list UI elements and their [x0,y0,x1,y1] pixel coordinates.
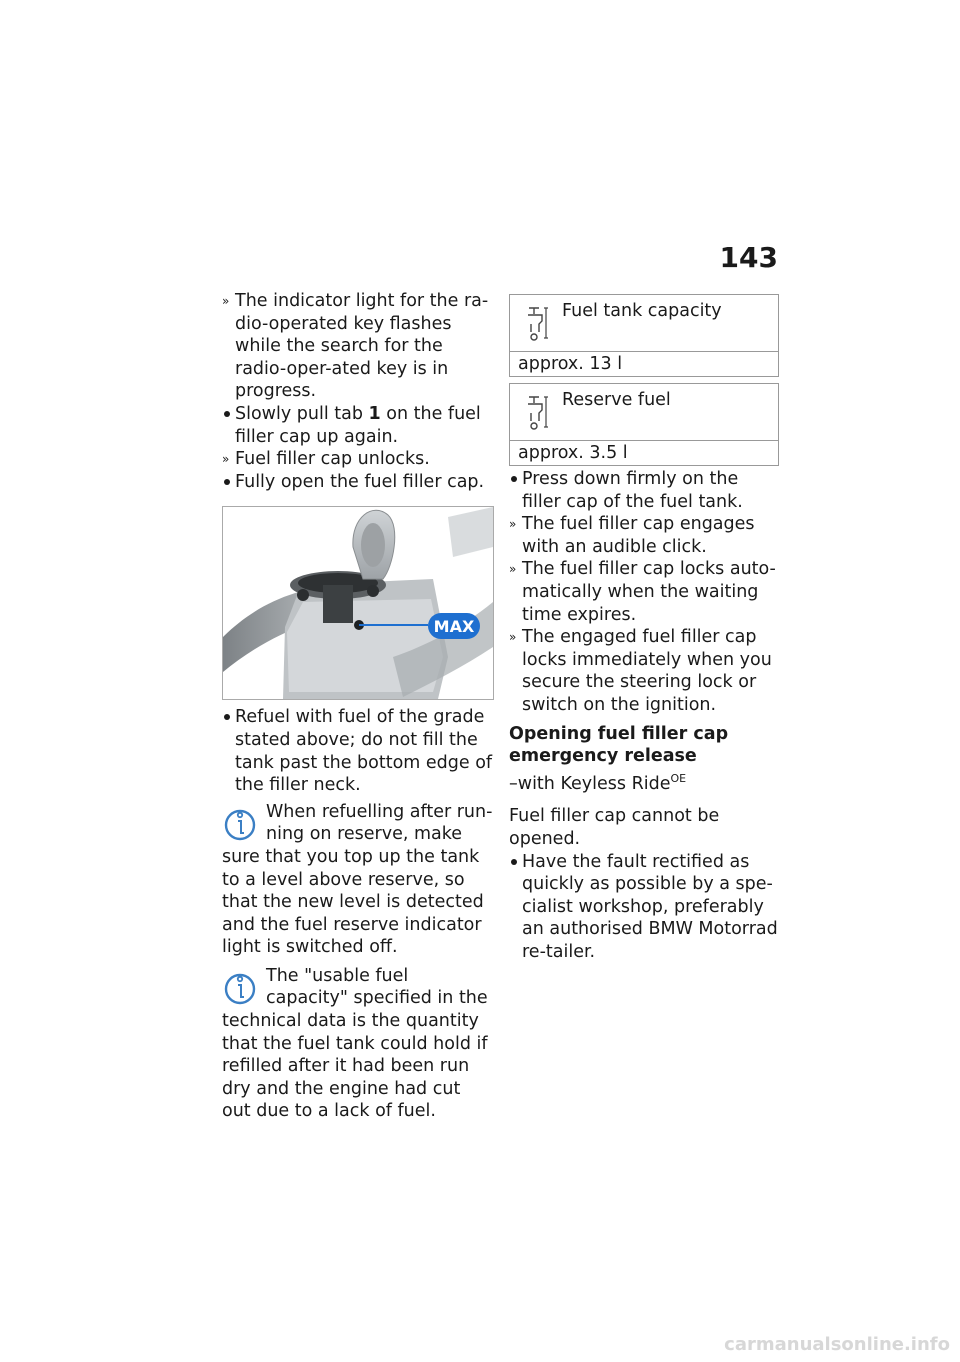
item-text: on the fuel filler cap up again. [235,403,481,447]
bullet-item [222,471,494,494]
result-item [509,558,779,626]
spec-value: approx. 13 l [518,354,623,374]
note-text: When refuelling after run-ning on reserve, make sure that you top up the tank to a level above reserve, so that the new level is detected and the fuel reserve indicator light is switched off. [222,801,493,958]
fuel-filler-figure [222,506,494,700]
info-note [222,801,494,959]
bullet-item [222,403,494,448]
max-label: MAX [433,617,475,637]
callout-number: 1 [368,403,381,424]
bullet-item [509,851,779,964]
page-number: 143 [719,241,778,274]
result-item [222,290,494,403]
result-marker-icon: » [509,517,517,532]
result-marker-icon: » [509,562,517,577]
spec-box-reserve-fuel [509,383,779,466]
item-text: Have the fault rectified as quickly as possible by a spe-cialist workshop, preferably an authorised BMW Motorrad re-tailer. [522,851,778,962]
result-marker-icon: » [509,630,517,645]
section-heading: Opening fuel filler cap emergency release [509,723,729,767]
bullet-item [222,706,494,796]
fuel-gauge-icon [526,393,550,431]
bullet-item [509,468,779,513]
watermark-footer: carmanualsonline.info [724,1334,950,1355]
result-marker-icon: » [222,294,230,308]
item-text: The engaged fuel filler cap locks immediately when you secure the steering lock or switch on the ignition. [522,627,772,715]
spec-value: approx. 3.5 l [518,443,628,463]
item-text: The fuel filler cap locks auto-matically when the waiting time expires. [522,559,776,625]
spec-header [510,384,778,441]
fuel-gauge-icon [526,304,550,342]
item-text: Refuel with fuel of the grade stated above; do not fill the tank past the bottom edge of the filler neck. [235,707,493,796]
result-marker-icon: » [222,452,230,467]
spec-header [510,295,778,352]
item-text: Fully open the fuel filler cap. [235,471,485,492]
oe-superscript: OE [670,771,687,785]
result-item [222,448,494,471]
spec-label: Fuel tank capacity [562,301,722,321]
note-text: The "usable fuel capacity" specified in the technical data is the quantity that the fuel tank could hold if refilled after it had been run dry and the engine had cut out due to a lack of fuel. [222,965,488,1122]
info-icon [222,967,258,1007]
left-column [222,290,494,1123]
item-text: The indicator light for the ra-dio-operated key flashes while the search for the radio-oper-ated key is in progress. [235,291,489,402]
item-text: Slowly pull tab [235,403,369,424]
item-text: The fuel filler cap engages with an audible click. [522,514,755,557]
item-text: Fuel filler cap unlocks. [235,449,430,470]
section-subheading: –with Keyless Ride$^{OE}$ [509,771,687,794]
result-item [509,626,779,716]
info-icon [222,803,258,843]
paragraph: Fuel filler cap cannot be opened. [509,806,720,849]
spec-label: Reserve fuel [562,390,671,410]
right-column [509,294,779,963]
result-item [509,513,779,558]
spec-box-fuel-capacity [509,294,779,377]
info-note [222,965,494,1123]
item-text: Press down firmly on the filler cap of the fuel tank. [522,469,743,512]
